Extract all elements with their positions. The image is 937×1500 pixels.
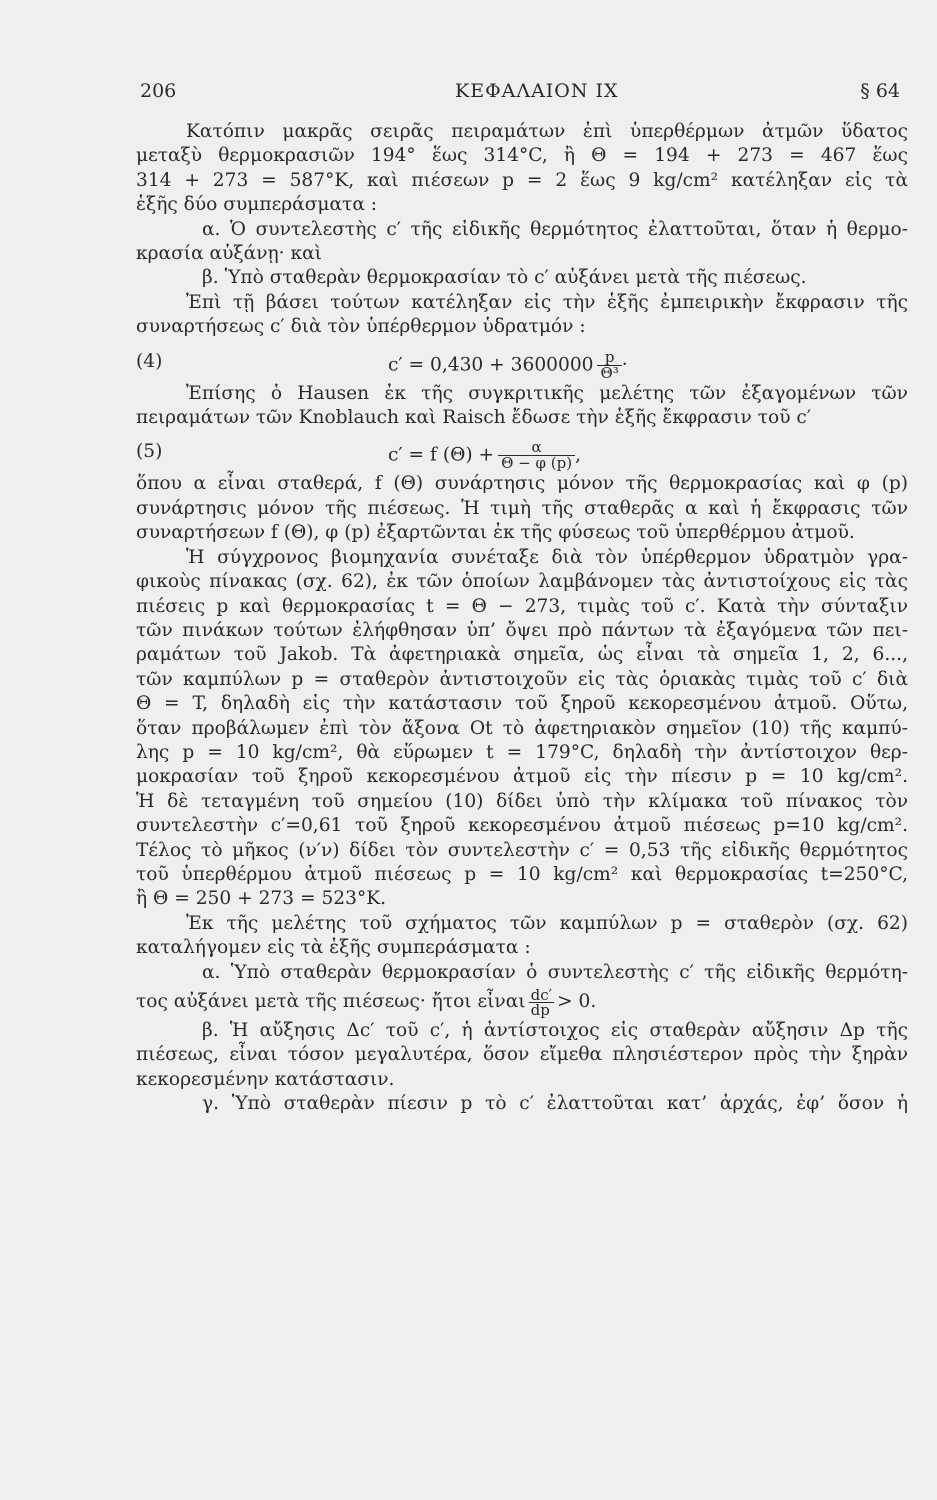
- paragraph-line: Ἐπὶ τῇ βάσει τούτων κατέληξαν εἰς τὴν ἑξῆς ἐμπειρικὴν ἔκφρασιν τῆς: [186, 291, 908, 313]
- fraction-numerator: dc′: [530, 986, 553, 1004]
- fraction-denominator: Θ − φ (p): [501, 454, 573, 473]
- paragraph-line: πιέσεως, εἶναι τόσον μεγαλυτέρα, ὅσον εἴμεθα πλησιέστερον πρὸς τὴν ξηρὰν: [136, 1044, 908, 1066]
- equation-trail: ,: [575, 444, 581, 466]
- paragraph-line: τῶν καμπύλων p = σταθερὸν ἀντιστοιχοῦν εἰς τὰς ὁριακὰς τιμὰς τοῦ c′ διὰ: [136, 668, 908, 690]
- list-item: α. Ὁ συντελεστὴς c′ τῆς εἰδικῆς θερμότητος ἐλαττοῦται, ὅταν ἡ θερμο-: [202, 218, 908, 240]
- equation-lhs: c′ = f (Θ) +: [388, 444, 495, 466]
- equation-fraction: [597, 347, 621, 382]
- paragraph-line: καταλήγομεν εἰς τὰ ἑξῆς συμπεράσματα :: [136, 937, 531, 959]
- paragraph-line: συναρτήσεων f (Θ), φ (p) ἐξαρτῶνται ἐκ τῆς φύσεως τοῦ ὑπερθέρμου ἀτμοῦ.: [136, 522, 855, 544]
- equation-fraction: [498, 440, 575, 471]
- equation-lhs: c′ = 0,430 + 3600000: [388, 354, 594, 376]
- equation-expression: [388, 440, 581, 471]
- paragraph-line: τοῦ ὑπερθέρμου ἀτμοῦ πιέσεως p = 10 kg/cm² καὶ θερμοκρασίας t=250°C,: [136, 863, 908, 885]
- paragraph-line: μεταξὺ θερμοκρασιῶν 194° ἕως 314°C, ἢ Θ = 194 + 273 = 467 ἕως: [136, 145, 908, 167]
- paragraph-line: 314 + 273 = 587°K, καὶ πιέσεων p = 2 ἕως 9 kg/cm² κατέληξαν εἰς τὰ: [136, 169, 908, 191]
- paragraph-line: Ἐπίσης ὁ Hausen ἐκ τῆς συγκριτικῆς μελέτης τῶν ἐξαγομένων τῶν: [186, 382, 908, 404]
- paragraph-line: συνάρτησις μόνον τῆς πιέσεως. Ἡ τιμὴ τῆς σταθερᾶς α καὶ ἡ ἔκφρασις τῶν: [136, 497, 908, 519]
- paragraph-line: [136, 985, 908, 1019]
- fraction-denominator: dp: [530, 1001, 550, 1019]
- paragraph-line: φικοὺς πίνακας (σχ. 62), ἐκ τῶν ὁποίων λαμβάνομεν τὰς ἀντιστοίχους εἰς τὰς: [136, 571, 908, 593]
- paragraph-line: Ἡ δὲ τεταγμένη τοῦ σημείου (10) δίδει ὑπὸ τὴν κλίμακα τοῦ πίνακος τὸν: [136, 790, 908, 812]
- derivative-fraction: [529, 988, 554, 1017]
- paragraph-line: Κατόπιν μακρᾶς σειρᾶς πειραμάτων ἐπὶ ὑπερθέρμων ἀτμῶν ὕδατος: [186, 121, 908, 142]
- list-item: α. Ὑπὸ σταθερὰν θερμοκρασίαν ὁ συντελεστὴς c′ τῆς εἰδικῆς θερμότη-: [202, 961, 908, 983]
- paragraph-line: συντελεστὴν c′=0,61 τοῦ ξηροῦ κεκορεσμένου ἀτμοῦ πιέσεως p=10 kg/cm².: [136, 815, 908, 837]
- paragraph-line: Ἡ σύγχρονος βιομηχανία συνέταξε διὰ τὸν ὑπέρθερμον ὑδρατμὸν γρα-: [186, 546, 908, 568]
- list-item: β. Ἡ αὔξησις Δc′ τοῦ c′, ἡ ἀντίστοιχος εἰς σταθερὰν αὔξησιν Δp τῆς: [202, 1020, 908, 1041]
- equation-trail: ·: [621, 354, 628, 376]
- fraction-denominator: Θ³: [600, 363, 619, 382]
- page-body: [136, 120, 908, 1117]
- equation-number: (4): [136, 350, 163, 372]
- paragraph-line: Τέλος τὸ μῆκος (ν′ν) δίδει τὸν συντελεστὴν c′ = 0,53 τῆς εἰδικῆς θερμότητος: [136, 839, 908, 861]
- list-item: β. Ὑπὸ σταθερὰν θερμοκρασίαν τὸ c′ αὐξάνει μετὰ τῆς πιέσεως.: [202, 267, 807, 289]
- section-number: § 64: [860, 80, 900, 102]
- paragraph-line: Ἐκ τῆς μελέτης τοῦ σχήματος τῶν καμπύλων p = σταθερὸν (σχ. 62): [186, 912, 908, 934]
- paragraph-line: κρασία αὐξάνῃ· καὶ: [136, 243, 322, 265]
- paragraph-line: ὅταν προβάλωμεν ἐπὶ τὸν ἄξονα Ot τὸ ἀφετηριακὸν σημεῖον (10) τῆς καμπύ-: [136, 717, 908, 739]
- equation-5: [136, 434, 908, 473]
- running-header: [140, 80, 900, 110]
- paragraph-line: μοκρασίαν τοῦ ξηροῦ κεκορεσμένου ἀτμοῦ εἰς τὴν πίεσιν p = 10 kg/cm².: [136, 766, 908, 788]
- equation-expression: [388, 347, 628, 382]
- equation-4: [136, 344, 908, 380]
- paragraph-line: ἑξῆς δύο συμπεράσματα :: [136, 194, 378, 216]
- chapter-title: ΚΕΦΑΛΑΙΟΝ ΙΧ: [455, 80, 619, 102]
- inline-text: > 0.: [557, 991, 597, 1012]
- paragraph-line: πειραμάτων τῶν Knoblauch καὶ Raisch ἔδωσε τὴν ἑξῆς ἔκφρασιν τοῦ c′: [136, 407, 812, 429]
- fraction-numerator: α: [498, 440, 575, 456]
- paragraph-line: συναρτήσεως c′ διὰ τὸν ὑπέρθερμον ὑδρατμόν :: [136, 316, 586, 338]
- paragraph-line: κεκορεσμένην κατάστασιν.: [136, 1068, 395, 1090]
- list-item: γ. Ὑπὸ σταθερὰν πίεσιν p τὸ c′ ἐλαττοῦται κατ’ ἀρχάς, ἐφ’ ὅσον ἡ: [202, 1093, 908, 1115]
- paragraph-line: λης p = 10 kg/cm², θὰ εὕρωμεν t = 179°C, δηλαδὴ τὴν ἀντίστοιχον θερ-: [136, 741, 908, 763]
- inline-text: τος αὐξάνει μετὰ τῆς πιέσεως· ἤτοι εἶναι: [136, 991, 526, 1012]
- paragraph-line: ἢ Θ = 250 + 273 = 523°K.: [136, 888, 387, 910]
- equation-number: (5): [136, 441, 163, 463]
- paragraph-line: ὅπου α εἶναι σταθερά, f (Θ) συνάρτησις μόνον τῆς θερμοκρασίας καὶ φ (p): [136, 473, 908, 495]
- paragraph-line: πιέσεις p καὶ θερμοκρασίας t = Θ − 273, τιμὰς τοῦ c′. Κατὰ τὴν σύνταξιν: [136, 595, 908, 617]
- fraction-numerator: p: [597, 350, 621, 366]
- paragraph-line: τῶν πινάκων τούτων ἐλήφθησαν ὑπ’ ὄψει πρὸ πάντων τὰ ἐξαγόμενα τῶν πει-: [136, 619, 908, 641]
- paragraph-line: ραμάτων τοῦ Jakob. Τὰ ἀφετηριακὰ σημεῖα, ὡς εἶναι τὰ σημεῖα 1, 2, 6...,: [136, 644, 908, 666]
- paragraph-line: Θ = T, δηλαδὴ εἰς τὴν κατάστασιν τοῦ ξηροῦ κεκορεσμένου ἀτμοῦ. Οὕτω,: [136, 693, 908, 715]
- page-number: 206: [140, 80, 177, 102]
